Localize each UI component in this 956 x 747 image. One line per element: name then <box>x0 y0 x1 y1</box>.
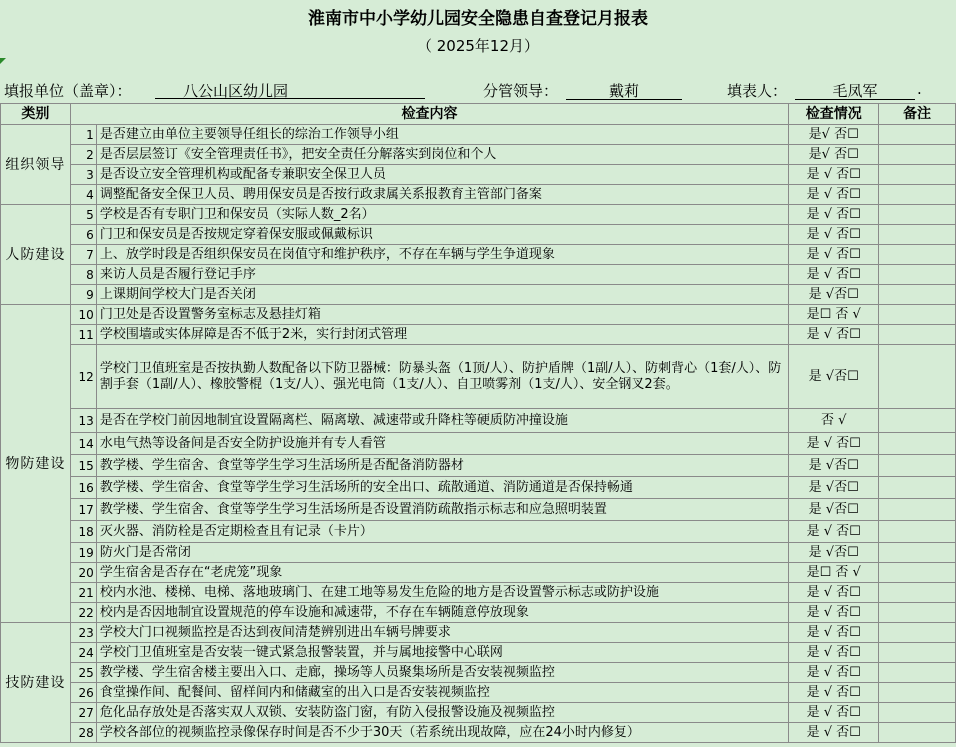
row-note <box>879 285 956 305</box>
row-content: 学校各部位的视频监控录像保存时间是否不少于30天（若系统出现故障，应在24小时内修复） <box>96 723 788 743</box>
row-number: 11 <box>70 325 96 345</box>
row-note <box>879 521 956 543</box>
row-note <box>879 305 956 325</box>
table-row <box>1 563 956 583</box>
row-note <box>879 583 956 603</box>
row-note <box>879 683 956 703</box>
row-content: 灭火器、消防栓是否定期检查且有记录（卡片） <box>96 521 788 543</box>
row-number: 22 <box>70 603 96 623</box>
table-row <box>1 663 956 683</box>
row-note <box>879 185 956 205</box>
row-status: 是 √否☐ <box>789 455 879 477</box>
row-number: 25 <box>70 663 96 683</box>
table-row <box>1 345 956 409</box>
table-row <box>1 265 956 285</box>
row-note <box>879 409 956 433</box>
table-row <box>1 477 956 499</box>
row-content: 防火门是否常闭 <box>96 543 788 563</box>
row-content: 校内水池、楼梯、电梯、落地玻璃门、在建工地等易发生危险的地方是否设置警示标志或防护设施 <box>96 583 788 603</box>
row-number: 3 <box>70 165 96 185</box>
row-status: 是 √ 否☐ <box>789 433 879 455</box>
row-content: 是否层层签订《安全管理责任书》，把安全责任分解落实到岗位和个人 <box>96 145 788 165</box>
row-content: 来访人员是否履行登记手序 <box>96 265 788 285</box>
row-status: 是 √ 否☐ <box>789 225 879 245</box>
row-content: 学校围墙或实体屏障是否不低于2米，实行封闭式管理 <box>96 325 788 345</box>
row-note <box>879 663 956 683</box>
row-number: 6 <box>70 225 96 245</box>
table-row <box>1 205 956 225</box>
row-number: 1 <box>70 125 96 145</box>
unit-label: 填报单位（盖章）： <box>4 82 132 100</box>
row-number: 14 <box>70 433 96 455</box>
row-status: 是 √ 否☐ <box>789 723 879 743</box>
row-status: 是☐ 否 √ <box>789 563 879 583</box>
table-row <box>1 703 956 723</box>
row-number: 28 <box>70 723 96 743</box>
row-status: 是 √ 否☐ <box>789 521 879 543</box>
row-note <box>879 325 956 345</box>
report-title: 淮南市中小学幼儿园安全隐患自查登记月报表 <box>308 9 648 29</box>
row-note <box>879 603 956 623</box>
category-cell-org: 组织领导 <box>1 125 71 205</box>
row-note <box>879 165 956 185</box>
row-content: 教学楼、学生宿舍、食堂等学生学习生活场所是否设置消防疏散指示标志和应急照明装置 <box>96 499 788 521</box>
row-status: 是 √ 否☐ <box>789 325 879 345</box>
filler-value: 毛凤军 <box>795 80 915 100</box>
table-row <box>1 603 956 623</box>
row-status: 是 √否☐ <box>789 477 879 499</box>
row-note <box>879 477 956 499</box>
row-content: 学校是否有专职门卫和保安员（实际人数_2名） <box>96 205 788 225</box>
row-note <box>879 433 956 455</box>
row-status: 是√ 否☐ <box>789 125 879 145</box>
row-note <box>879 623 956 643</box>
row-number: 7 <box>70 245 96 265</box>
row-status: 是 √ 否☐ <box>789 603 879 623</box>
table-row <box>1 521 956 543</box>
row-content: 门卫处是否设置警务室标志及悬挂灯箱 <box>96 305 788 325</box>
row-status: 是 √ 否☐ <box>789 245 879 265</box>
row-number: 5 <box>70 205 96 225</box>
row-number: 4 <box>70 185 96 205</box>
row-status: 是 √ 否☐ <box>789 703 879 723</box>
leader-label: 分管领导： <box>483 82 559 100</box>
row-note <box>879 145 956 165</box>
row-content: 是否建立由单位主要领导任组长的综治工作领导小组 <box>96 125 788 145</box>
row-number: 27 <box>70 703 96 723</box>
table-row <box>1 185 956 205</box>
filler-suffix: . <box>917 80 922 98</box>
row-status: 是 √ 否☐ <box>789 265 879 285</box>
row-status: 否 √ <box>789 409 879 433</box>
row-number: 24 <box>70 643 96 663</box>
row-status: 是 √ 否☐ <box>789 663 879 683</box>
category-cell-physical: 物防建设 <box>1 305 71 623</box>
filler-label: 填表人： <box>727 82 788 100</box>
row-note <box>879 543 956 563</box>
row-note <box>879 723 956 743</box>
cell-corner-marker <box>0 58 6 64</box>
row-status: 是 √否☐ <box>789 285 879 305</box>
report-month: （ 2025年12月） <box>416 37 540 55</box>
row-note <box>879 205 956 225</box>
table-row <box>1 499 956 521</box>
table-row <box>1 165 956 185</box>
table-row <box>1 305 956 325</box>
row-note <box>879 345 956 409</box>
row-note <box>879 225 956 245</box>
row-number: 15 <box>70 455 96 477</box>
row-content: 校内是否因地制宜设置规范的停车设施和减速带，不存在车辆随意停放现象 <box>96 603 788 623</box>
row-note <box>879 703 956 723</box>
col-header-note: 备注 <box>879 104 956 125</box>
row-content: 学校门卫值班室是否按执勤人数配备以下防卫器械：防暴头盔（1顶/人）、防护盾牌（1副/人）、防刺背心（1套/人）、防割手套（1副/人）、橡胶警棍（1支/人）、强光电筒（1支/人）、自卫喷雾剂（1支/人）、安全钢叉2套。 <box>96 345 788 409</box>
row-status: 是 √否☐ <box>789 543 879 563</box>
table-row <box>1 245 956 265</box>
table-row <box>1 125 956 145</box>
row-number: 17 <box>70 499 96 521</box>
row-number: 18 <box>70 521 96 543</box>
row-number: 8 <box>70 265 96 285</box>
inspection-table <box>0 103 956 743</box>
table-row <box>1 543 956 563</box>
row-status: 是 √ 否☐ <box>789 623 879 643</box>
row-note <box>879 265 956 285</box>
table-row <box>1 145 956 165</box>
table-row <box>1 325 956 345</box>
row-status: 是 √ 否☐ <box>789 643 879 663</box>
row-content: 教学楼、学生宿舍、食堂等学生学习生活场所是否配备消防器材 <box>96 455 788 477</box>
row-status: 是 √ 否☐ <box>789 583 879 603</box>
row-content: 教学楼、学生宿舍楼主要出入口、走廊，操场等人员聚集场所是否安装视频监控 <box>96 663 788 683</box>
row-number: 9 <box>70 285 96 305</box>
row-note <box>879 563 956 583</box>
row-content: 是否在学校门前因地制宜设置隔离栏、隔离墩、减速带或升降柱等硬质防冲撞设施 <box>96 409 788 433</box>
row-content: 是否设立安全管理机构或配备专兼职安全保卫人员 <box>96 165 788 185</box>
table-row <box>1 433 956 455</box>
row-status: 是 √ 否☐ <box>789 205 879 225</box>
category-cell-tech: 技防建设 <box>1 623 71 743</box>
row-status: 是 √ 否☐ <box>789 185 879 205</box>
row-number: 26 <box>70 683 96 703</box>
row-content: 门卫和保安员是否按规定穿着保安服或佩戴标识 <box>96 225 788 245</box>
row-number: 20 <box>70 563 96 583</box>
row-number: 16 <box>70 477 96 499</box>
table-row <box>1 225 956 245</box>
row-status: 是 √否☐ <box>789 345 879 409</box>
row-number: 2 <box>70 145 96 165</box>
row-status: 是 √ 否☐ <box>789 165 879 185</box>
unit-value: 八公山区幼儿园 <box>155 80 425 99</box>
row-status: 是√ 否☐ <box>789 145 879 165</box>
row-content: 学校门卫值班室是否安装一键式紧急报警装置，并与属地接警中心联网 <box>96 643 788 663</box>
row-content: 学校大门口视频监控是否达到夜间清楚辨别进出车辆号牌要求 <box>96 623 788 643</box>
row-status: 是 √ 否☐ <box>789 683 879 703</box>
row-number: 23 <box>70 623 96 643</box>
row-content: 水电气热等设备间是否安全防护设施并有专人看管 <box>96 433 788 455</box>
row-content: 食堂操作间、配餐间、留样间内和储藏室的出入口是否安装视频监控 <box>96 683 788 703</box>
table-row <box>1 285 956 305</box>
leader-value: 戴莉 <box>566 80 682 100</box>
table-row <box>1 409 956 433</box>
row-content: 调整配备安全保卫人员、聘用保安员是否按行政隶属关系报教育主管部门备案 <box>96 185 788 205</box>
row-number: 10 <box>70 305 96 325</box>
row-number: 19 <box>70 543 96 563</box>
row-number: 13 <box>70 409 96 433</box>
row-status: 是☐ 否 √ <box>789 305 879 325</box>
row-content: 教学楼、学生宿舍、食堂等学生学习生活场所的安全出口、疏散通道、消防通道是否保持畅通 <box>96 477 788 499</box>
row-content: 上、放学时段是否组织保安员在岗值守和维护秩序，不存在车辆与学生争道现象 <box>96 245 788 265</box>
row-content: 危化品存放处是否落实双人双锁、安装防盗门窗，有防入侵报警设施及视频监控 <box>96 703 788 723</box>
col-header-category: 类别 <box>1 104 71 125</box>
col-header-content: 检查内容 <box>70 104 788 125</box>
row-content: 学生宿舍是否存在“老虎笼”现象 <box>96 563 788 583</box>
row-status: 是 √否☐ <box>789 499 879 521</box>
row-number: 12 <box>70 345 96 409</box>
row-content: 上课期间学校大门是否关闭 <box>96 285 788 305</box>
table-row <box>1 723 956 743</box>
row-note <box>879 499 956 521</box>
table-row <box>1 623 956 643</box>
table-row <box>1 683 956 703</box>
row-note <box>879 643 956 663</box>
row-note <box>879 455 956 477</box>
col-header-status: 检查情况 <box>789 104 879 125</box>
table-row <box>1 583 956 603</box>
table-row <box>1 455 956 477</box>
row-number: 21 <box>70 583 96 603</box>
category-cell-people: 人防建设 <box>1 205 71 305</box>
row-note <box>879 245 956 265</box>
table-row <box>1 643 956 663</box>
row-note <box>879 125 956 145</box>
